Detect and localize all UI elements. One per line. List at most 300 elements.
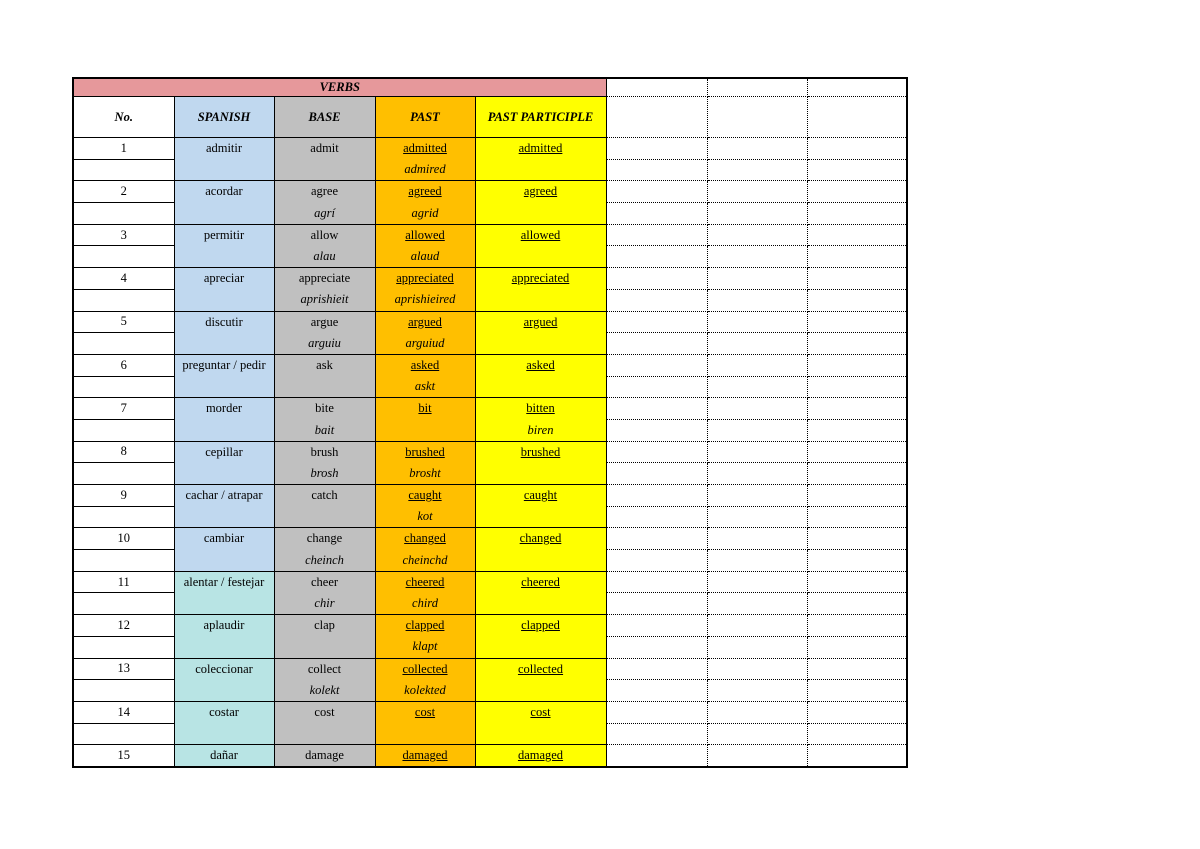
base-pronunciation-cell-text: alau — [313, 249, 336, 264]
empty-cell[interactable] — [707, 658, 807, 680]
empty-cell[interactable] — [606, 658, 707, 680]
empty-cell[interactable] — [807, 268, 907, 290]
past-pronunciation-cell-text: agrid — [411, 205, 439, 220]
past-cell[interactable] — [375, 268, 475, 290]
row-number — [73, 398, 174, 420]
past-cell[interactable] — [375, 311, 475, 333]
empty-cell[interactable] — [707, 723, 807, 745]
base-cell[interactable] — [274, 701, 375, 723]
empty-cell[interactable] — [707, 593, 807, 615]
empty-cell[interactable] — [707, 615, 807, 637]
empty-cell[interactable] — [707, 485, 807, 507]
past-cell-text: collected — [402, 661, 448, 676]
empty-cell[interactable] — [707, 138, 807, 160]
empty-cell[interactable] — [707, 311, 807, 333]
base-cell[interactable] — [274, 311, 375, 333]
row-number-text: 8 — [120, 444, 127, 459]
past-cell[interactable] — [375, 224, 475, 246]
spanish-empty-cell[interactable] — [174, 680, 274, 702]
empty-cell[interactable] — [707, 550, 807, 572]
spanish-empty-cell[interactable] — [174, 376, 274, 398]
past-participle-cell-text: bitten — [526, 401, 555, 416]
past-pronunciation-cell[interactable] — [375, 419, 475, 441]
base-cell[interactable] — [274, 571, 375, 593]
past-participle-cell-text: clapped — [521, 618, 560, 633]
empty-number-cell — [73, 723, 174, 745]
pp-pronunciation-cell[interactable] — [475, 203, 606, 225]
empty-cell[interactable] — [606, 571, 707, 593]
empty-cell[interactable] — [807, 485, 907, 507]
empty-cell[interactable] — [707, 246, 807, 268]
pp-pronunciation-cell[interactable] — [475, 463, 606, 485]
empty-cell[interactable] — [707, 463, 807, 485]
past-pronunciation-cell[interactable] — [375, 333, 475, 355]
past-pronunciation-cell[interactable] — [375, 246, 475, 268]
past-cell[interactable] — [375, 745, 475, 767]
empty-cell[interactable] — [807, 701, 907, 723]
past-pronunciation-cell[interactable] — [375, 723, 475, 745]
base-pronunciation-cell[interactable] — [274, 159, 375, 181]
base-cell-text: argue — [310, 314, 339, 329]
row-number — [73, 441, 174, 463]
empty-cell[interactable] — [707, 203, 807, 225]
row-number-text: 15 — [117, 748, 130, 763]
past-cell-text: cheered — [405, 574, 445, 589]
spanish-cell[interactable] — [174, 745, 274, 767]
past-participle-cell[interactable] — [475, 441, 606, 463]
base-cell[interactable] — [274, 441, 375, 463]
base-cell[interactable] — [274, 658, 375, 680]
empty-cell[interactable] — [707, 78, 807, 97]
row-number-text: 6 — [120, 357, 127, 372]
base-cell[interactable] — [274, 615, 375, 637]
empty-cell[interactable] — [606, 246, 707, 268]
table-row — [73, 441, 907, 463]
row-number — [73, 571, 174, 593]
past-cell[interactable] — [375, 138, 475, 160]
empty-cell[interactable] — [606, 506, 707, 528]
empty-cell[interactable] — [707, 289, 807, 311]
base-cell[interactable] — [274, 485, 375, 507]
spanish-empty-cell[interactable] — [174, 723, 274, 745]
empty-cell[interactable] — [807, 593, 907, 615]
spanish-cell-text: coleccionar — [195, 661, 253, 676]
header-row — [73, 97, 907, 138]
empty-cell[interactable] — [707, 571, 807, 593]
base-cell[interactable] — [274, 528, 375, 550]
empty-cell[interactable] — [707, 680, 807, 702]
empty-cell[interactable] — [707, 398, 807, 420]
empty-cell[interactable] — [707, 528, 807, 550]
past-cell[interactable] — [375, 354, 475, 376]
spanish-cell-text: discutir — [205, 314, 243, 329]
empty-cell[interactable] — [807, 419, 907, 441]
past-participle-cell-text: changed — [519, 531, 562, 546]
past-participle-cell[interactable] — [475, 615, 606, 637]
pp-pronunciation-cell[interactable] — [475, 159, 606, 181]
base-cell[interactable] — [274, 138, 375, 160]
spanish-cell[interactable] — [174, 224, 274, 246]
pp-pronunciation-cell[interactable] — [475, 376, 606, 398]
spanish-cell-text: cepillar — [205, 444, 243, 459]
spanish-empty-cell[interactable] — [174, 506, 274, 528]
spanish-empty-cell[interactable] — [174, 463, 274, 485]
empty-cell[interactable] — [707, 506, 807, 528]
empty-number-cell — [73, 203, 174, 225]
row-number — [73, 268, 174, 290]
past-participle-cell[interactable] — [475, 268, 606, 290]
pronunciation-row — [73, 680, 907, 702]
past-participle-cell[interactable] — [475, 571, 606, 593]
pp-pronunciation-cell[interactable] — [475, 506, 606, 528]
pronunciation-row — [73, 246, 907, 268]
empty-cell[interactable] — [707, 159, 807, 181]
past-cell[interactable] — [375, 441, 475, 463]
row-number-text: 11 — [117, 574, 130, 589]
base-cell-text: clap — [314, 618, 335, 633]
past-pronunciation-cell[interactable] — [375, 506, 475, 528]
pronunciation-row — [73, 723, 907, 745]
empty-cell[interactable] — [807, 615, 907, 637]
past-pronunciation-cell[interactable] — [375, 159, 475, 181]
spanish-cell[interactable] — [174, 441, 274, 463]
empty-cell[interactable] — [807, 376, 907, 398]
past-cell-text: brushed — [405, 444, 445, 459]
pronunciation-row — [73, 289, 907, 311]
row-number — [73, 181, 174, 203]
empty-cell[interactable] — [807, 550, 907, 572]
header-past-participle: PAST PARTICIPLE — [475, 97, 606, 138]
empty-cell[interactable] — [606, 203, 707, 225]
pronunciation-row — [73, 636, 907, 658]
empty-number-cell — [73, 333, 174, 355]
empty-cell[interactable] — [807, 203, 907, 225]
empty-cell[interactable] — [606, 615, 707, 637]
spanish-cell-text: cachar / atrapar — [185, 488, 263, 503]
past-participle-cell-text: appreciated — [511, 271, 570, 286]
base-pronunciation-cell[interactable] — [274, 550, 375, 572]
empty-cell[interactable] — [606, 701, 707, 723]
empty-cell[interactable] — [707, 636, 807, 658]
empty-number-cell — [73, 636, 174, 658]
base-pronunciation-cell[interactable] — [274, 723, 375, 745]
past-cell-text: changed — [404, 531, 446, 546]
spanish-cell[interactable] — [174, 138, 274, 160]
past-participle-cell-text: admitted — [518, 141, 563, 156]
pronunciation-row — [73, 593, 907, 615]
empty-number-cell — [73, 376, 174, 398]
pp-pronunciation-cell[interactable] — [475, 593, 606, 615]
title-row — [73, 78, 907, 97]
past-pronunciation-cell[interactable] — [375, 376, 475, 398]
empty-cell[interactable] — [807, 224, 907, 246]
spanish-cell[interactable] — [174, 485, 274, 507]
empty-cell[interactable] — [707, 333, 807, 355]
past-cell-text: bit — [418, 401, 432, 416]
past-participle-cell[interactable] — [475, 658, 606, 680]
empty-cell[interactable] — [707, 354, 807, 376]
base-cell-text: allow — [310, 227, 339, 242]
empty-cell[interactable] — [606, 398, 707, 420]
spanish-empty-cell[interactable] — [174, 550, 274, 572]
row-number-text: 4 — [120, 270, 127, 285]
row-number-text: 12 — [117, 617, 130, 632]
pronunciation-row — [73, 550, 907, 572]
base-pronunciation-cell[interactable] — [274, 376, 375, 398]
empty-cell[interactable] — [606, 159, 707, 181]
spanish-empty-cell[interactable] — [174, 289, 274, 311]
base-cell-text: brush — [310, 444, 339, 459]
base-pronunciation-cell-text: chir — [314, 596, 335, 611]
empty-cell[interactable] — [707, 268, 807, 290]
past-pronunciation-cell[interactable] — [375, 680, 475, 702]
base-cell[interactable] — [274, 268, 375, 290]
past-cell-text: cost — [414, 704, 436, 719]
base-pronunciation-cell[interactable] — [274, 593, 375, 615]
pronunciation-row — [73, 419, 907, 441]
base-pronunciation-cell-text: cheinch — [305, 552, 344, 567]
base-pronunciation-cell[interactable] — [274, 636, 375, 658]
empty-number-cell — [73, 463, 174, 485]
empty-cell[interactable] — [807, 680, 907, 702]
past-participle-cell-text: cheered — [521, 574, 560, 589]
spanish-cell-text: alentar / festejar — [183, 574, 265, 589]
pp-pronunciation-cell[interactable] — [475, 550, 606, 572]
pp-pronunciation-cell[interactable] — [475, 723, 606, 745]
past-pronunciation-cell[interactable] — [375, 550, 475, 572]
empty-cell[interactable] — [707, 224, 807, 246]
spanish-cell[interactable] — [174, 311, 274, 333]
empty-cell[interactable] — [606, 441, 707, 463]
empty-cell[interactable] — [606, 463, 707, 485]
past-cell[interactable] — [375, 658, 475, 680]
empty-cell[interactable] — [807, 311, 907, 333]
spanish-cell[interactable] — [174, 354, 274, 376]
empty-number-cell — [73, 159, 174, 181]
empty-cell[interactable] — [807, 78, 907, 97]
past-cell-text: damaged — [402, 748, 448, 763]
empty-cell[interactable] — [807, 441, 907, 463]
past-participle-cell[interactable] — [475, 181, 606, 203]
past-participle-cell-text: caught — [523, 488, 558, 503]
pronunciation-row — [73, 333, 907, 355]
past-participle-cell[interactable] — [475, 354, 606, 376]
empty-cell[interactable] — [807, 333, 907, 355]
pronunciation-row — [73, 159, 907, 181]
past-cell[interactable] — [375, 701, 475, 723]
base-pronunciation-cell[interactable] — [274, 419, 375, 441]
empty-cell[interactable] — [807, 571, 907, 593]
past-cell[interactable] — [375, 485, 475, 507]
past-cell[interactable] — [375, 398, 475, 420]
base-pronunciation-cell[interactable] — [274, 289, 375, 311]
verbs-table — [72, 77, 908, 768]
spanish-empty-cell[interactable] — [174, 203, 274, 225]
table-row — [73, 311, 907, 333]
row-number-text: 7 — [120, 401, 127, 416]
empty-cell[interactable] — [606, 419, 707, 441]
past-pronunciation-cell-text: aprishieired — [394, 292, 456, 307]
past-cell-text: appreciated — [396, 271, 454, 286]
base-cell-text: collect — [307, 661, 342, 676]
base-cell-text: appreciate — [298, 271, 351, 286]
spanish-empty-cell[interactable] — [174, 593, 274, 615]
pp-pronunciation-cell[interactable] — [475, 419, 606, 441]
spanish-cell[interactable] — [174, 615, 274, 637]
empty-cell[interactable] — [606, 680, 707, 702]
base-pronunciation-cell[interactable] — [274, 333, 375, 355]
empty-cell[interactable] — [807, 398, 907, 420]
past-pronunciation-cell-text: admired — [404, 162, 446, 177]
empty-cell[interactable] — [807, 97, 907, 138]
empty-cell[interactable] — [707, 745, 807, 767]
empty-cell[interactable] — [606, 723, 707, 745]
empty-cell[interactable] — [606, 268, 707, 290]
empty-cell[interactable] — [707, 701, 807, 723]
base-cell[interactable] — [274, 224, 375, 246]
empty-cell[interactable] — [807, 636, 907, 658]
past-participle-cell[interactable] — [475, 485, 606, 507]
empty-cell[interactable] — [807, 246, 907, 268]
empty-cell[interactable] — [707, 97, 807, 138]
spanish-empty-cell[interactable] — [174, 636, 274, 658]
base-pronunciation-cell-text: kolekt — [309, 682, 340, 697]
spanish-cell-text: apreciar — [203, 271, 245, 286]
past-participle-cell[interactable] — [475, 398, 606, 420]
past-participle-cell-text: agreed — [523, 184, 558, 199]
header-past: PAST — [375, 97, 475, 138]
base-cell[interactable] — [274, 398, 375, 420]
past-pronunciation-cell[interactable] — [375, 593, 475, 615]
table-row — [73, 354, 907, 376]
past-participle-cell-text: cost — [530, 704, 551, 719]
empty-cell[interactable] — [606, 636, 707, 658]
empty-cell[interactable] — [606, 333, 707, 355]
pp-pronunciation-cell[interactable] — [475, 680, 606, 702]
past-participle-cell[interactable] — [475, 311, 606, 333]
empty-cell[interactable] — [606, 97, 707, 138]
base-pronunciation-cell[interactable] — [274, 506, 375, 528]
spanish-cell[interactable] — [174, 181, 274, 203]
past-cell[interactable] — [375, 181, 475, 203]
past-participle-cell[interactable] — [475, 138, 606, 160]
spanish-cell[interactable] — [174, 701, 274, 723]
empty-cell[interactable] — [807, 181, 907, 203]
past-cell-text: admitted — [403, 141, 447, 156]
pronunciation-row — [73, 376, 907, 398]
past-participle-cell-text: asked — [526, 357, 555, 372]
past-participle-cell-text: collected — [517, 661, 564, 676]
empty-cell[interactable] — [707, 376, 807, 398]
empty-cell[interactable] — [606, 311, 707, 333]
pp-pronunciation-cell[interactable] — [475, 333, 606, 355]
base-pronunciation-cell-text: arguiu — [308, 335, 341, 350]
spanish-empty-cell[interactable] — [174, 333, 274, 355]
past-participle-cell[interactable] — [475, 701, 606, 723]
empty-cell[interactable] — [606, 138, 707, 160]
empty-cell[interactable] — [606, 181, 707, 203]
header-no: No. — [73, 97, 174, 138]
empty-cell[interactable] — [606, 485, 707, 507]
empty-cell[interactable] — [606, 528, 707, 550]
spanish-empty-cell[interactable] — [174, 246, 274, 268]
past-pronunciation-cell[interactable] — [375, 203, 475, 225]
base-pronunciation-cell[interactable] — [274, 246, 375, 268]
empty-cell[interactable] — [606, 593, 707, 615]
empty-cell[interactable] — [807, 723, 907, 745]
past-cell[interactable] — [375, 571, 475, 593]
pp-pronunciation-cell[interactable] — [475, 636, 606, 658]
past-pronunciation-cell-text: arguiud — [405, 335, 445, 350]
empty-cell[interactable] — [807, 528, 907, 550]
base-pronunciation-cell[interactable] — [274, 680, 375, 702]
spanish-cell[interactable] — [174, 571, 274, 593]
row-number-text: 9 — [120, 487, 127, 502]
empty-cell[interactable] — [707, 181, 807, 203]
spanish-cell-text: acordar — [205, 184, 243, 199]
empty-cell[interactable] — [807, 658, 907, 680]
past-participle-cell[interactable] — [475, 224, 606, 246]
spanish-cell[interactable] — [174, 268, 274, 290]
past-cell[interactable] — [375, 615, 475, 637]
empty-cell[interactable] — [606, 289, 707, 311]
empty-cell[interactable] — [807, 745, 907, 767]
past-participle-cell-text: brushed — [520, 444, 561, 459]
spanish-cell[interactable] — [174, 658, 274, 680]
empty-cell[interactable] — [707, 419, 807, 441]
past-participle-cell[interactable] — [475, 745, 606, 767]
spanish-cell[interactable] — [174, 528, 274, 550]
spanish-cell[interactable] — [174, 398, 274, 420]
empty-number-cell — [73, 550, 174, 572]
past-pronunciation-cell[interactable] — [375, 463, 475, 485]
empty-cell[interactable] — [807, 354, 907, 376]
pp-pronunciation-cell[interactable] — [475, 289, 606, 311]
empty-cell[interactable] — [807, 138, 907, 160]
empty-cell[interactable] — [807, 506, 907, 528]
empty-cell[interactable] — [807, 289, 907, 311]
empty-number-cell — [73, 680, 174, 702]
row-number — [73, 745, 174, 767]
row-number-text: 14 — [117, 704, 130, 719]
empty-cell[interactable] — [606, 224, 707, 246]
pp-pronunciation-cell[interactable] — [475, 246, 606, 268]
past-cell[interactable] — [375, 528, 475, 550]
base-cell[interactable] — [274, 745, 375, 767]
spanish-empty-cell[interactable] — [174, 159, 274, 181]
empty-cell[interactable] — [606, 354, 707, 376]
base-pronunciation-cell[interactable] — [274, 463, 375, 485]
past-pronunciation-cell[interactable] — [375, 289, 475, 311]
past-pronunciation-cell-text: chird — [412, 596, 438, 611]
empty-cell[interactable] — [807, 463, 907, 485]
base-cell[interactable] — [274, 181, 375, 203]
spanish-empty-cell[interactable] — [174, 419, 274, 441]
empty-cell[interactable] — [606, 78, 707, 97]
base-pronunciation-cell[interactable] — [274, 203, 375, 225]
empty-cell[interactable] — [606, 376, 707, 398]
past-pronunciation-cell[interactable] — [375, 636, 475, 658]
base-pronunciation-cell-text: bait — [314, 422, 335, 437]
base-cell[interactable] — [274, 354, 375, 376]
row-number-text: 13 — [117, 661, 130, 676]
empty-cell[interactable] — [707, 441, 807, 463]
empty-cell[interactable] — [807, 159, 907, 181]
empty-cell[interactable] — [606, 745, 707, 767]
empty-cell[interactable] — [606, 550, 707, 572]
table-row — [73, 398, 907, 420]
past-participle-cell[interactable] — [475, 528, 606, 550]
